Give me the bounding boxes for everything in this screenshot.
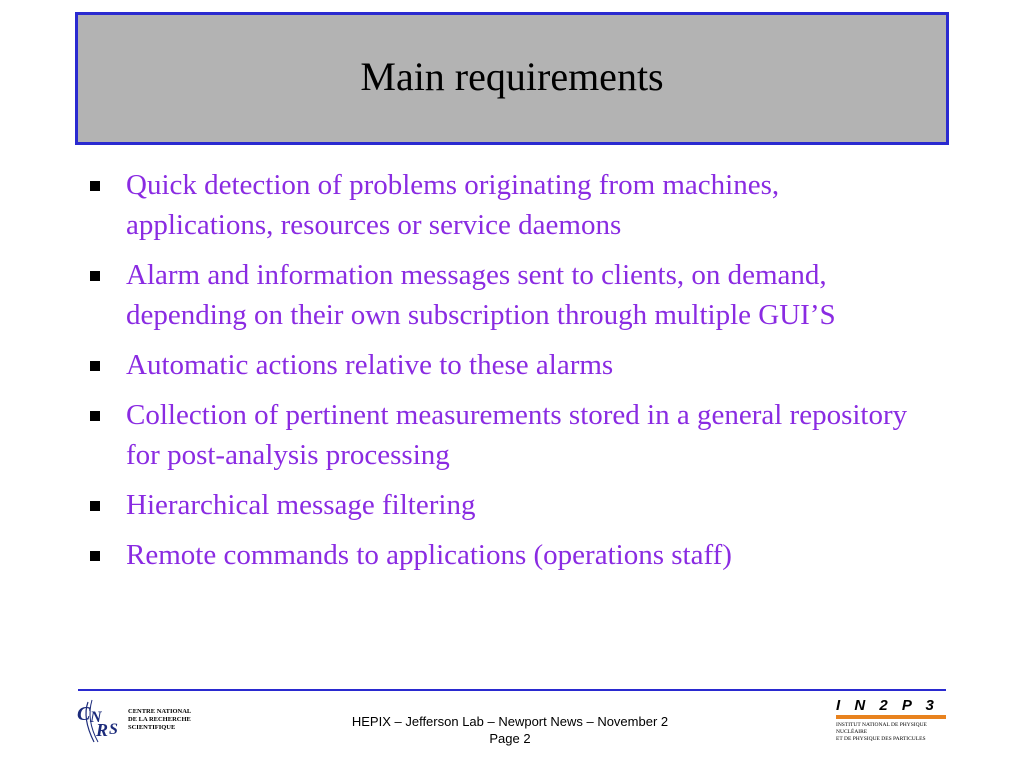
bullet-text: Remote commands to applications (operations staff) (126, 539, 732, 571)
bullet-item (90, 395, 920, 475)
footer-event: HEPIX – Jefferson Lab – Newport News – November 2 (351, 714, 669, 729)
in2p3-bar (836, 715, 946, 719)
square-bullet-icon (90, 551, 100, 561)
slide-title: Main requirements (360, 54, 664, 99)
svg-text:N: N (90, 709, 102, 726)
bullet-text: Collection of pertinent measurements stored in a general repository for post-analysis processing (126, 399, 908, 471)
bullet-text: Automatic actions relative to these alarms (126, 349, 614, 381)
square-bullet-icon (90, 181, 100, 191)
square-bullet-icon (90, 271, 100, 281)
footer (250, 713, 770, 747)
cnrs-mark-icon (76, 698, 126, 744)
svg-text:R: R (96, 720, 109, 740)
bullet-list (90, 165, 920, 585)
footer-divider (78, 689, 946, 691)
bullet-item (90, 535, 920, 575)
bullet-item (90, 485, 920, 525)
svg-text:S: S (109, 721, 118, 738)
cnrs-logo (76, 698, 206, 746)
bullet-text: Hierarchical message filtering (126, 489, 476, 521)
cnrs-name: CENTRE NATIONAL DE LA RECHERCHE SCIENTIFIQUE (128, 708, 192, 731)
in2p3-logo (836, 697, 946, 745)
svg-text:C: C (77, 703, 91, 725)
bullet-text: Alarm and information messages sent to clients, on demand, depending on their own subscription through multiple GUI’S (126, 259, 836, 331)
square-bullet-icon (90, 411, 100, 421)
bullet-item (90, 165, 920, 245)
in2p3-wordmark: I N 2 P 3 (836, 697, 939, 714)
bullet-text: Quick detection of problems originating from machines, applications, resources or service daemons (126, 169, 780, 241)
square-bullet-icon (90, 501, 100, 511)
title-box (75, 12, 949, 145)
in2p3-institute: INSTITUT NATIONAL DE PHYSIQUE NUCLÉAIRE ET DE PHYSIQUE DES PARTICULES (836, 722, 927, 742)
bullet-item (90, 345, 920, 385)
bullet-item (90, 255, 920, 335)
page-number: Page 2 (489, 731, 531, 746)
square-bullet-icon (90, 361, 100, 371)
